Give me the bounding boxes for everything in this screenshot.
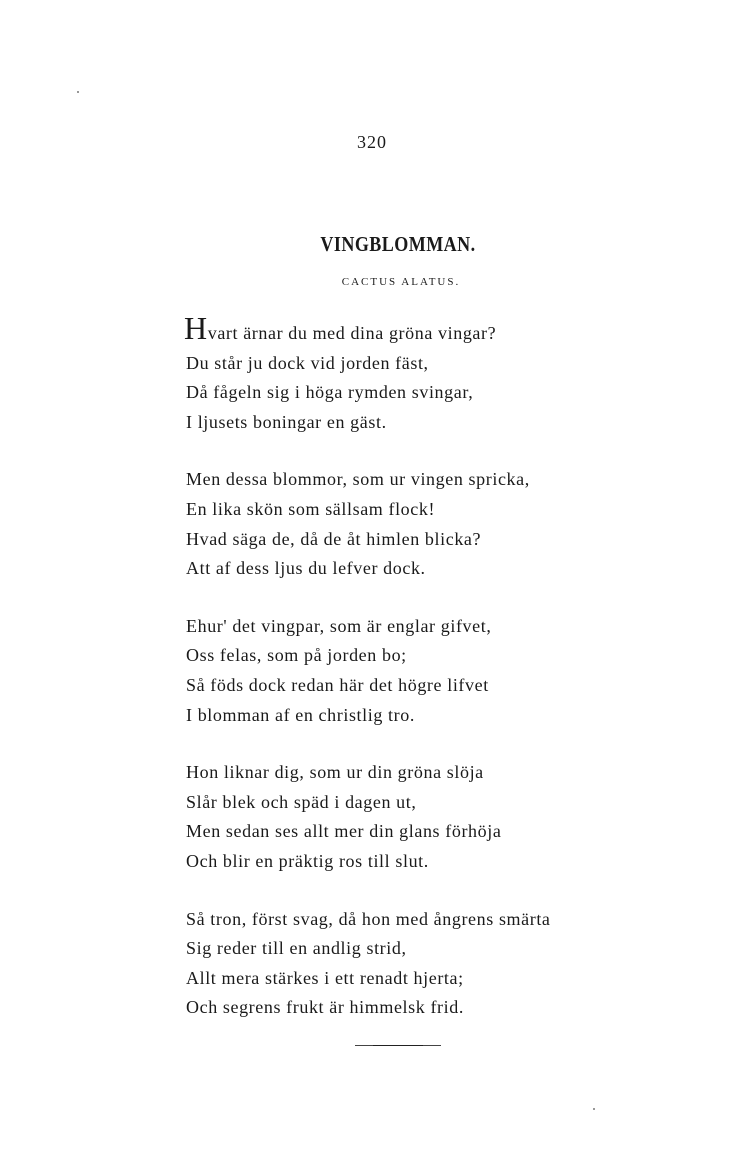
poem-line-text: vart ärnar du med dina gröna vingar? xyxy=(207,323,497,343)
poem-line: Så föds dock redan här det högre lifvet xyxy=(186,674,489,695)
poem-line: Men sedan ses allt mer din glans förhöja xyxy=(186,821,502,842)
poem-body xyxy=(184,310,646,1051)
poem-line: I blomman af en christlig tro. xyxy=(186,704,415,725)
stanza-4 xyxy=(186,758,646,876)
poem-subtitle: CACTUS ALATUS. xyxy=(341,276,461,288)
poem-line: Så tron, först svag, då hon med ångrens smärta xyxy=(186,908,551,929)
poem-line: Allt mera stärkes i ett renadt hjerta; xyxy=(186,967,464,988)
poem-line xyxy=(184,310,646,349)
paper-speck xyxy=(593,1108,595,1110)
poem-line: Då fågeln sig i höga rymden svingar, xyxy=(186,382,474,403)
poem-line: Oss felas, som på jorden bo; xyxy=(186,645,407,666)
stanza-2 xyxy=(186,465,646,583)
poem-title: VINGBLOMMAN. xyxy=(320,232,476,256)
poem-line: Hon liknar dig, som ur din gröna slöja xyxy=(186,762,484,783)
end-rule-divider xyxy=(355,1045,441,1046)
paper-speck xyxy=(77,91,79,93)
poem-line: Att af dess ljus du lefver dock. xyxy=(186,558,426,579)
poem-line: Och segrens frukt är himmelsk frid. xyxy=(186,997,464,1018)
poem-line: Och blir en präktig ros till slut. xyxy=(186,850,429,871)
poem-line: Ehur' det vingpar, som är englar gifvet, xyxy=(186,615,492,636)
poem-line: Slår blek och späd i dagen ut, xyxy=(186,791,417,812)
stanza-1 xyxy=(184,310,646,437)
drop-cap: H xyxy=(184,310,208,346)
stanza-3 xyxy=(186,612,646,730)
poem-line: En lika skön som sällsam flock! xyxy=(186,498,436,519)
poem-line: Du står ju dock vid jorden fäst, xyxy=(186,352,429,373)
poem-line: Men dessa blommor, som ur vingen spricka, xyxy=(186,469,530,490)
poem-line: Sig reder till en andlig strid, xyxy=(186,938,407,959)
page-number: 320 xyxy=(357,132,387,152)
poem-line: I ljusets boningar en gäst. xyxy=(186,411,387,432)
poem-line: Hvad säga de, då de åt himlen blicka? xyxy=(186,528,482,549)
stanza-5 xyxy=(186,905,646,1023)
